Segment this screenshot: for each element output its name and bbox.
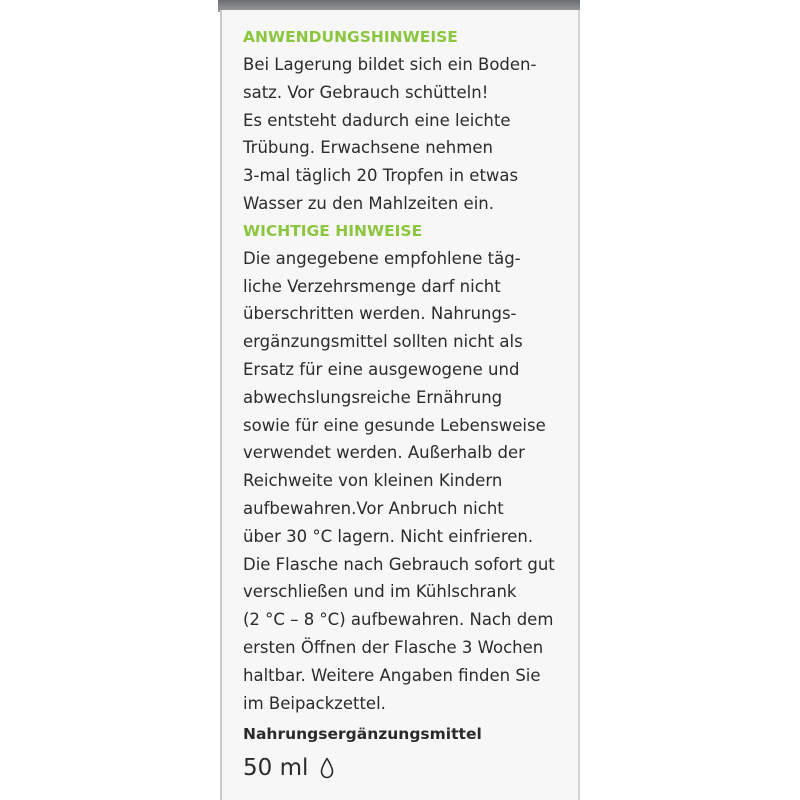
warnings-line: über 30 °C lagern. Nicht einfrieren.: [243, 526, 534, 546]
warnings-line: Die angegebene empfohlene täg-: [243, 248, 521, 268]
warnings-line: (2 °C – 8 °C) aufbewahren. Nach dem: [243, 610, 554, 630]
warnings-line: im Beipackzettel.: [243, 693, 386, 713]
product-type-label: Nahrungsergänzungsmittel: [243, 725, 482, 743]
warnings-line: sowie für eine gesunde Lebensweise: [243, 415, 546, 435]
warnings-line: überschritten werden. Nahrungs-: [243, 304, 517, 324]
usage-line: 3-mal täglich 20 Tropfen in etwas: [243, 166, 519, 186]
usage-heading: ANWENDUNGSHINWEISE: [243, 28, 458, 46]
warnings-heading: WICHTIGE HINWEISE: [243, 221, 423, 240]
instructions-text-block: [243, 24, 578, 717]
warnings-line: aufbewahren.Vor Anbruch nicht: [243, 498, 504, 518]
warnings-line: Ersatz für eine ausgewogene und: [243, 359, 520, 379]
warnings-line: verwendet werden. Außerhalb der: [243, 443, 525, 463]
warnings-line: verschließen und im Kühlschrank: [243, 582, 517, 602]
usage-line: Es entsteht dadurch eine leichte: [243, 110, 511, 130]
warnings-line: ersten Öffnen der Flasche 3 Wochen: [243, 637, 544, 657]
usage-line: Trübung. Erwachsene nehmen: [243, 138, 493, 158]
usage-line: satz. Vor Gebrauch schütteln!: [243, 82, 489, 102]
usage-line: Bei Lagerung bildet sich ein Boden-: [243, 55, 537, 74]
warnings-line: abwechslungsreiche Ernährung: [243, 387, 503, 407]
drop-icon: [320, 757, 334, 779]
usage-line: Wasser zu den Mahlzeiten ein.: [243, 193, 494, 213]
warnings-line: liche Verzehrsmenge darf nicht: [243, 276, 501, 296]
warnings-line: ergänzungsmittel sollten nicht als: [243, 332, 523, 352]
volume-value: 50 ml: [243, 755, 309, 781]
warnings-line: Reichweite von kleinen Kindern: [243, 471, 503, 491]
warnings-line: haltbar. Weitere Angaben finden Sie: [243, 665, 541, 685]
warnings-line: Die Flasche nach Gebrauch sofort gut: [243, 554, 555, 574]
volume-row: [243, 755, 334, 781]
